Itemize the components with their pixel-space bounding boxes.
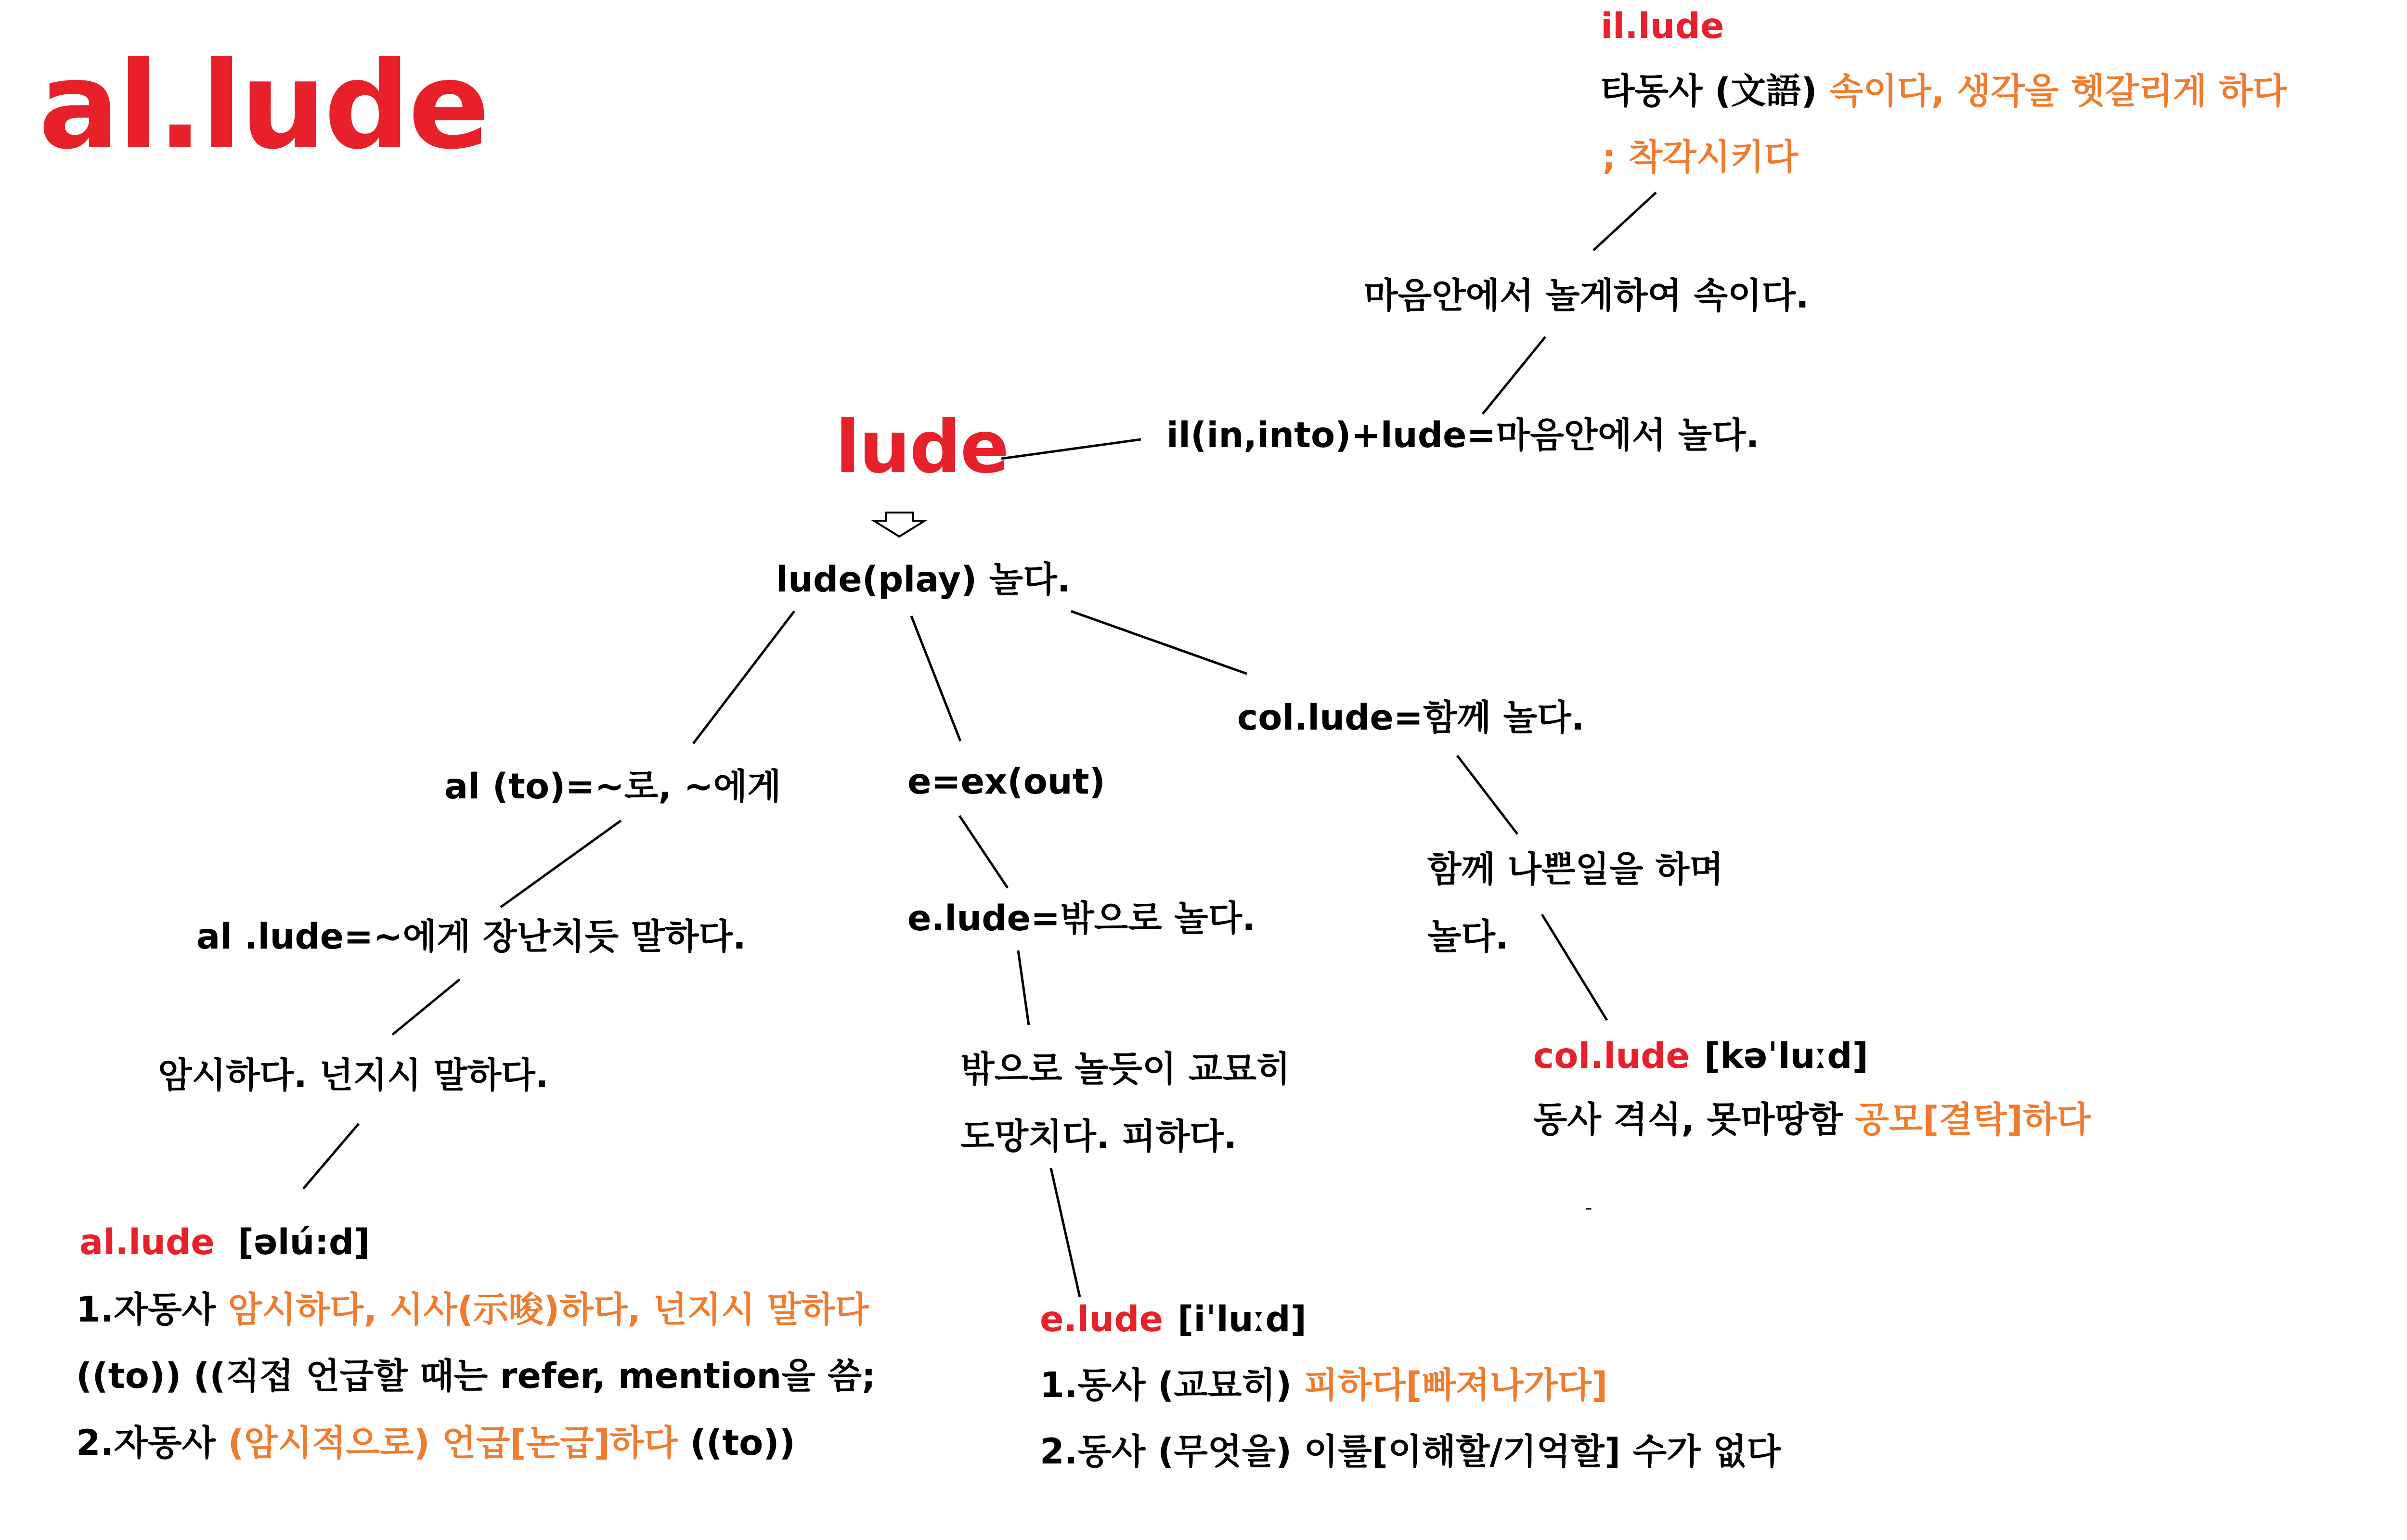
al-def2-pos: 2.자동사 xyxy=(76,1423,228,1463)
al-def1-highlight: 암시하다, 시사(示唆)하다, 넌지시 말하다 xyxy=(228,1289,869,1330)
link-col-compose-to-meaning xyxy=(1457,756,1517,834)
col-compose: col.lude=함께 놀다. xyxy=(1237,697,1585,738)
link-col-meaning-to-word xyxy=(1542,914,1607,1020)
e-meaning-1: 밖으로 놀듯이 교묘히 xyxy=(960,1049,1291,1090)
link-root-to-il xyxy=(1001,439,1141,459)
al-def1-pos: 1.자동사 xyxy=(76,1289,228,1330)
link-e-compose-to-meaning xyxy=(1018,950,1029,1025)
col-word: col.lude xyxy=(1533,1036,1690,1077)
e-def2: 2.동사 (무엇을) 이룰[이해할/기억할] 수가 없다 xyxy=(1040,1431,1781,1472)
col-def xyxy=(1533,1099,2091,1140)
link-e-meaning-to-word xyxy=(1051,1168,1080,1297)
root-word: lude xyxy=(835,406,1009,489)
al-def1-cont: ((to)) ((직접 언급할 때는 refer, mention을 씀; xyxy=(76,1356,876,1397)
e-def1-pos: 1.동사 (교묘히) xyxy=(1040,1365,1304,1406)
il-compose: il(in,into)+lude=마음안에서 놀다. xyxy=(1166,415,1760,456)
link-il-meaning-to-word xyxy=(1593,192,1656,250)
e-compose: e.lude=밖으로 놀다. xyxy=(907,898,1255,939)
link-al-prefix-to-compose xyxy=(501,821,621,907)
col-word-line xyxy=(1533,1036,1868,1077)
col-stray-mark: - xyxy=(1585,1197,1592,1219)
e-word-line xyxy=(1040,1299,1307,1340)
al-def2-highlight: (암시적으로) 언급[논급]하다 xyxy=(228,1423,678,1463)
root-meaning: lude(play) 놀다. xyxy=(776,559,1071,600)
link-play-to-e xyxy=(911,616,960,741)
il-def-cont: ; 착각시키다 xyxy=(1602,137,1799,178)
link-play-to-col xyxy=(1071,611,1247,674)
col-def-pos: 동사 격식, 못마땅함 xyxy=(1533,1099,1855,1140)
e-def1 xyxy=(1040,1365,1608,1406)
col-meaning-2: 놀다. xyxy=(1427,916,1509,957)
al-word-line xyxy=(79,1222,370,1263)
al-def2 xyxy=(76,1425,795,1461)
link-il-compose-to-meaning xyxy=(1483,337,1545,414)
e-prefix: e=ex(out) xyxy=(907,761,1106,802)
e-word: e.lude xyxy=(1040,1299,1163,1340)
link-play-to-al xyxy=(693,611,794,744)
link-al-meaning-to-word xyxy=(303,1124,359,1189)
col-meaning-1: 함께 나쁜일을 하며 xyxy=(1427,849,1723,890)
e-meaning-2: 도망치다. 피하다. xyxy=(960,1116,1237,1157)
e-def1-highlight: 피하다[빠져나가다] xyxy=(1304,1365,1608,1406)
col-pronunciation: [kəˈluːd] xyxy=(1704,1036,1868,1077)
e-pronunciation: [iˈluːd] xyxy=(1178,1299,1307,1340)
al-prefix: al (to)=~로, ~에게 xyxy=(444,766,781,807)
il-def-pos: 타동사 (文語) xyxy=(1601,71,1830,112)
il-definition xyxy=(1601,71,2287,112)
il-meaning: 마음안에서 놀게하여 속이다. xyxy=(1364,275,1809,316)
al-pronunciation: [əlú:d] xyxy=(237,1222,370,1263)
link-al-compose-to-meaning xyxy=(392,979,460,1035)
al-compose: al .lude=~에게 장난치듯 말하다. xyxy=(196,916,746,957)
link-e-prefix-to-compose xyxy=(959,816,1008,888)
al-def1 xyxy=(76,1289,869,1330)
al-def2-tail: ((to)) xyxy=(678,1423,795,1463)
col-def-highlight: 공모[결탁]하다 xyxy=(1855,1099,2091,1140)
al-meaning: 암시하다. 넌지시 말하다. xyxy=(158,1055,549,1096)
down-arrow-outline-icon xyxy=(870,510,928,539)
il-def-highlight: 속이다, 생각을 헷갈리게 하다 xyxy=(1829,71,2287,112)
page-title: al.lude xyxy=(39,36,488,176)
il-word: il.lude xyxy=(1601,6,1724,47)
al-word: al.lude xyxy=(79,1222,215,1263)
